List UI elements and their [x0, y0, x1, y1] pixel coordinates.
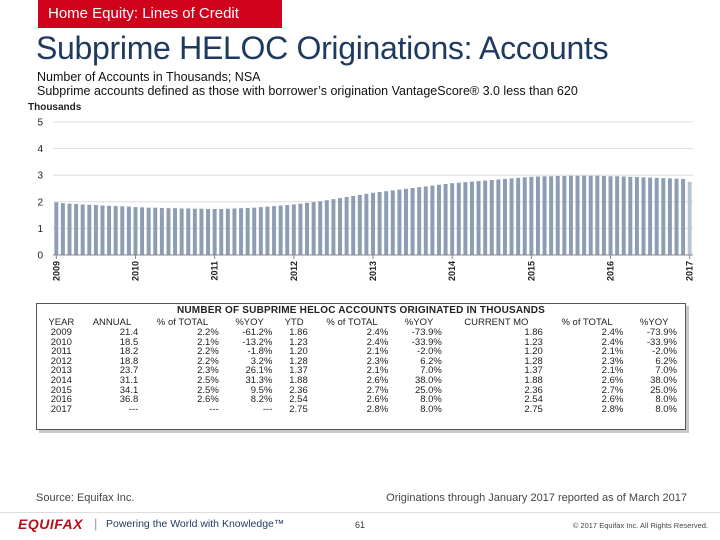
y-tick-label: 3	[37, 170, 43, 182]
table-cell: 2.3%	[366, 355, 389, 367]
data-table	[41, 317, 681, 414]
table-cell: 31.3%	[245, 374, 273, 386]
bar	[609, 176, 613, 255]
bar	[450, 183, 454, 255]
bar	[595, 176, 599, 255]
table-cell: 1.37	[524, 365, 543, 377]
table-cell: 2.4%	[366, 336, 389, 348]
table-cell: 34.1	[119, 384, 139, 396]
bar	[219, 209, 223, 255]
bar	[239, 208, 243, 255]
bar	[371, 193, 375, 255]
table-cell: 2.6%	[197, 394, 219, 406]
table-cell: 2.54	[289, 394, 308, 406]
table-cell: 31.1	[119, 374, 139, 386]
bar	[648, 178, 652, 255]
bar	[622, 177, 626, 255]
bar	[477, 181, 481, 255]
table-cell: 2.75	[289, 403, 308, 415]
bar	[569, 176, 573, 255]
x-tick-label: 2014	[447, 261, 458, 282]
originations-bar-chart	[28, 100, 696, 285]
bar	[160, 208, 164, 255]
bar	[688, 182, 692, 255]
table-cell: -2.0%	[652, 346, 677, 358]
bar	[615, 176, 619, 255]
bar	[358, 195, 362, 255]
column-header: % of TOTAL	[156, 317, 209, 328]
table-cell: 8.0%	[655, 403, 677, 415]
table-cell: 8.0%	[420, 403, 442, 415]
table-cell: -13.2%	[242, 336, 273, 348]
bar	[675, 179, 679, 255]
table-cell: 3.2%	[250, 355, 273, 367]
bar	[430, 186, 434, 255]
bar	[384, 191, 388, 255]
bar	[510, 178, 514, 255]
bar	[417, 187, 421, 255]
table-cell: -33.9%	[411, 336, 442, 348]
table-cell: 2014	[50, 374, 72, 386]
y-tick-label: 4	[37, 144, 43, 156]
bar	[153, 208, 157, 255]
bar	[463, 182, 467, 255]
table-cell: 2.1%	[601, 346, 624, 358]
table-cell: 2.2%	[197, 327, 219, 338]
table-cell: 36.8	[119, 394, 139, 406]
bar	[681, 179, 685, 255]
bar	[523, 177, 527, 255]
table-cell: 2.36	[289, 384, 308, 396]
bar	[668, 178, 672, 255]
bar	[81, 204, 85, 255]
x-tick-label: 2017	[684, 261, 695, 282]
y-tick-label: 1	[37, 223, 43, 235]
bar	[140, 207, 144, 255]
bar	[397, 190, 401, 255]
table-cell: 2.8%	[601, 403, 624, 415]
column-header: % of TOTAL	[561, 317, 613, 328]
bar	[576, 176, 580, 255]
table-cell: 2.1%	[366, 365, 389, 377]
bar	[483, 181, 487, 255]
tagline: Powering the World with Knowledge™	[106, 518, 285, 530]
bar	[642, 177, 646, 255]
copyright: © 2017 Equifax Inc. All Rights Reserved.	[572, 521, 708, 530]
table-cell: 8.2%	[250, 394, 273, 406]
table-cell: 6.2%	[420, 355, 442, 367]
bar	[331, 199, 335, 255]
bar	[305, 203, 309, 255]
table-cell: 2015	[50, 384, 72, 396]
table-cell: 2.1%	[366, 346, 389, 358]
bar	[635, 177, 639, 255]
bar	[457, 183, 461, 255]
table-cell: 2012	[50, 355, 72, 367]
bar	[226, 209, 230, 255]
table-cell: 2017	[50, 403, 72, 415]
table-cell: 1.37	[289, 365, 308, 377]
table-row	[41, 405, 681, 415]
table-cell: 2.4%	[601, 336, 624, 348]
table-cell: 8.0%	[655, 394, 677, 406]
table-cell: 21.4	[119, 327, 139, 338]
table-cell: 26.1%	[245, 365, 273, 377]
bar	[107, 206, 111, 255]
table-cell: 2010	[50, 336, 72, 348]
y-tick-label: 0	[37, 250, 43, 262]
table-cell: 1.88	[289, 374, 308, 386]
bar	[127, 207, 131, 255]
table-cell: 1.23	[289, 336, 308, 348]
x-tick-label: 2012	[288, 261, 299, 282]
table-cell: ---	[209, 403, 219, 415]
x-tick-label: 2011	[209, 261, 220, 281]
table-cell: 38.0%	[650, 374, 677, 386]
table-cell: -73.9%	[646, 327, 677, 338]
bar	[312, 202, 316, 255]
source-note: Source: Equifax Inc.	[36, 492, 135, 504]
table-cell: ---	[262, 403, 273, 415]
bar	[424, 186, 428, 255]
table-cell: -2.0%	[417, 346, 442, 358]
table-cell: 2.7%	[601, 384, 624, 396]
bar	[516, 178, 520, 255]
table-cell: 1.23	[524, 336, 543, 348]
table-cell: 2.75	[524, 403, 543, 415]
table-cell: 2.5%	[197, 384, 219, 396]
table-cell: 23.7	[119, 365, 139, 377]
table-cell: 1.28	[524, 355, 543, 367]
bar	[503, 179, 507, 255]
table-cell: 6.2%	[655, 355, 677, 367]
bar	[114, 206, 118, 255]
table-cell: 1.20	[524, 346, 543, 358]
bar	[252, 208, 256, 255]
table-cell: 18.2	[119, 346, 139, 358]
bar	[470, 182, 474, 255]
bar	[285, 205, 289, 255]
originations-table	[36, 303, 686, 430]
bar	[661, 178, 665, 255]
table-cell: 25.0%	[414, 384, 442, 396]
bar	[74, 204, 78, 255]
logo-divider: |	[94, 516, 98, 531]
table-cell: 2.3%	[197, 365, 219, 377]
bar	[378, 192, 382, 255]
table-cell: 2.3%	[601, 355, 624, 367]
table-cell: 2.8%	[366, 403, 389, 415]
table-cell: 2.36	[524, 384, 543, 396]
table-cell: 1.86	[289, 327, 308, 338]
column-header: %YOY	[235, 317, 264, 328]
bar	[272, 206, 276, 255]
bar	[602, 176, 606, 255]
bar	[655, 178, 659, 255]
table-cell: 18.5	[119, 336, 139, 348]
bar	[232, 208, 236, 255]
equifax-logo: EQUIFAX	[18, 516, 83, 532]
table-cell: -61.2%	[242, 327, 273, 338]
bar	[193, 209, 197, 255]
bar	[582, 176, 586, 255]
bar	[444, 184, 448, 255]
bar	[589, 176, 593, 255]
x-tick-label: 2009	[51, 261, 62, 282]
bar	[246, 208, 250, 255]
x-tick-label: 2015	[526, 261, 537, 282]
table-cell: 38.0%	[414, 374, 442, 386]
bar	[166, 208, 170, 255]
bar	[259, 207, 263, 255]
table-cell: 9.5%	[250, 384, 273, 396]
table-cell: -1.8%	[247, 346, 273, 358]
bar	[490, 180, 494, 255]
bar	[351, 196, 355, 255]
table-cell: 1.88	[524, 374, 543, 386]
table-cell: 18.8	[119, 355, 139, 367]
table-cell: 7.0%	[420, 365, 442, 377]
bar	[496, 179, 500, 255]
table-cell: 2011	[51, 346, 72, 358]
page-number: 61	[355, 520, 366, 530]
bar	[265, 207, 269, 255]
table-cell: -73.9%	[411, 327, 442, 338]
bar	[345, 197, 349, 255]
bar	[556, 176, 560, 255]
bar	[199, 209, 203, 255]
bar	[206, 209, 210, 255]
bar	[54, 202, 58, 255]
bar	[87, 205, 91, 255]
table-cell: 2.6%	[366, 374, 389, 386]
bar	[292, 204, 296, 255]
bar	[549, 176, 553, 255]
y-tick-label: 2	[37, 197, 43, 209]
bar	[61, 203, 65, 255]
table-cell: 2.4%	[601, 327, 624, 338]
table-cell: 2.1%	[601, 365, 624, 377]
table-cell: 2.4%	[366, 327, 389, 338]
subtitle-units: Number of Accounts in Thousands; NSA	[37, 70, 261, 84]
table-cell: 8.0%	[420, 394, 442, 406]
bar	[391, 190, 395, 255]
x-tick-label: 2013	[368, 261, 378, 282]
table-cell: 2.2%	[197, 346, 219, 358]
bar	[411, 188, 415, 255]
column-header: ANNUAL	[92, 317, 132, 328]
table-cell: 2.6%	[366, 394, 389, 406]
subtitle-definition: Subprime accounts defined as those with borrower’s origination VantageScore® 3.0 less than 620	[37, 84, 578, 98]
bar	[529, 177, 533, 255]
bar	[536, 177, 540, 255]
table-cell: 2.6%	[601, 374, 624, 386]
table-cell: ---	[128, 403, 139, 415]
table-cell: 2.5%	[197, 374, 219, 386]
table-cell: 1.20	[289, 346, 308, 358]
bar	[213, 209, 217, 255]
reporting-note: Originations through January 2017 reported as of March 2017	[386, 492, 687, 504]
column-header: %YOY	[639, 317, 669, 328]
bar	[325, 200, 329, 255]
bar	[437, 185, 441, 255]
bar	[133, 207, 137, 255]
bar	[120, 206, 124, 255]
column-header: CURRENT MO	[464, 317, 529, 328]
column-header: YEAR	[48, 317, 75, 328]
bar	[562, 176, 566, 255]
section-tag: Home Equity: Lines of Credit	[38, 0, 282, 28]
bar	[101, 206, 105, 255]
bar	[338, 198, 342, 255]
column-header: % of TOTAL	[326, 317, 378, 328]
bar	[279, 206, 283, 255]
bar	[94, 205, 98, 255]
bar	[543, 176, 547, 255]
bar	[186, 208, 190, 255]
table-cell: 2.54	[524, 394, 543, 406]
table-cell: 1.86	[524, 327, 543, 338]
y-tick-label: 5	[37, 117, 43, 129]
x-tick-label: 2016	[605, 261, 616, 282]
column-header: YTD	[284, 317, 304, 328]
table-cell: 2.2%	[197, 355, 219, 367]
table-cell: 1.28	[289, 355, 308, 367]
footer-divider	[0, 512, 720, 513]
table-title: NUMBER OF SUBPRIME HELOC ACCOUNTS ORIGINATED IN THOUSANDS	[176, 305, 546, 316]
bar	[318, 201, 322, 255]
bar	[298, 204, 302, 255]
table-cell: 2009	[50, 327, 72, 338]
table-cell: 2.7%	[366, 384, 389, 396]
bar	[404, 189, 408, 255]
table-cell: 25.0%	[650, 384, 677, 396]
bar	[68, 204, 72, 255]
x-tick-label: 2010	[130, 261, 141, 282]
bar	[147, 208, 151, 255]
bar	[180, 208, 184, 255]
table-cell: 2013	[50, 365, 72, 377]
bar	[173, 208, 177, 255]
table-cell: 7.0%	[655, 365, 677, 377]
y-axis-label: Thousands	[28, 102, 82, 113]
bar	[364, 194, 368, 255]
page-title: Subprime HELOC Originations: Accounts	[36, 30, 609, 66]
bar	[628, 177, 632, 255]
table-body	[41, 328, 681, 414]
column-header: %YOY	[404, 317, 434, 328]
table-cell: 2.6%	[601, 394, 624, 406]
table-cell: -33.9%	[646, 336, 677, 348]
table-cell: 2016	[50, 394, 72, 406]
table-cell: 2.1%	[197, 336, 219, 348]
